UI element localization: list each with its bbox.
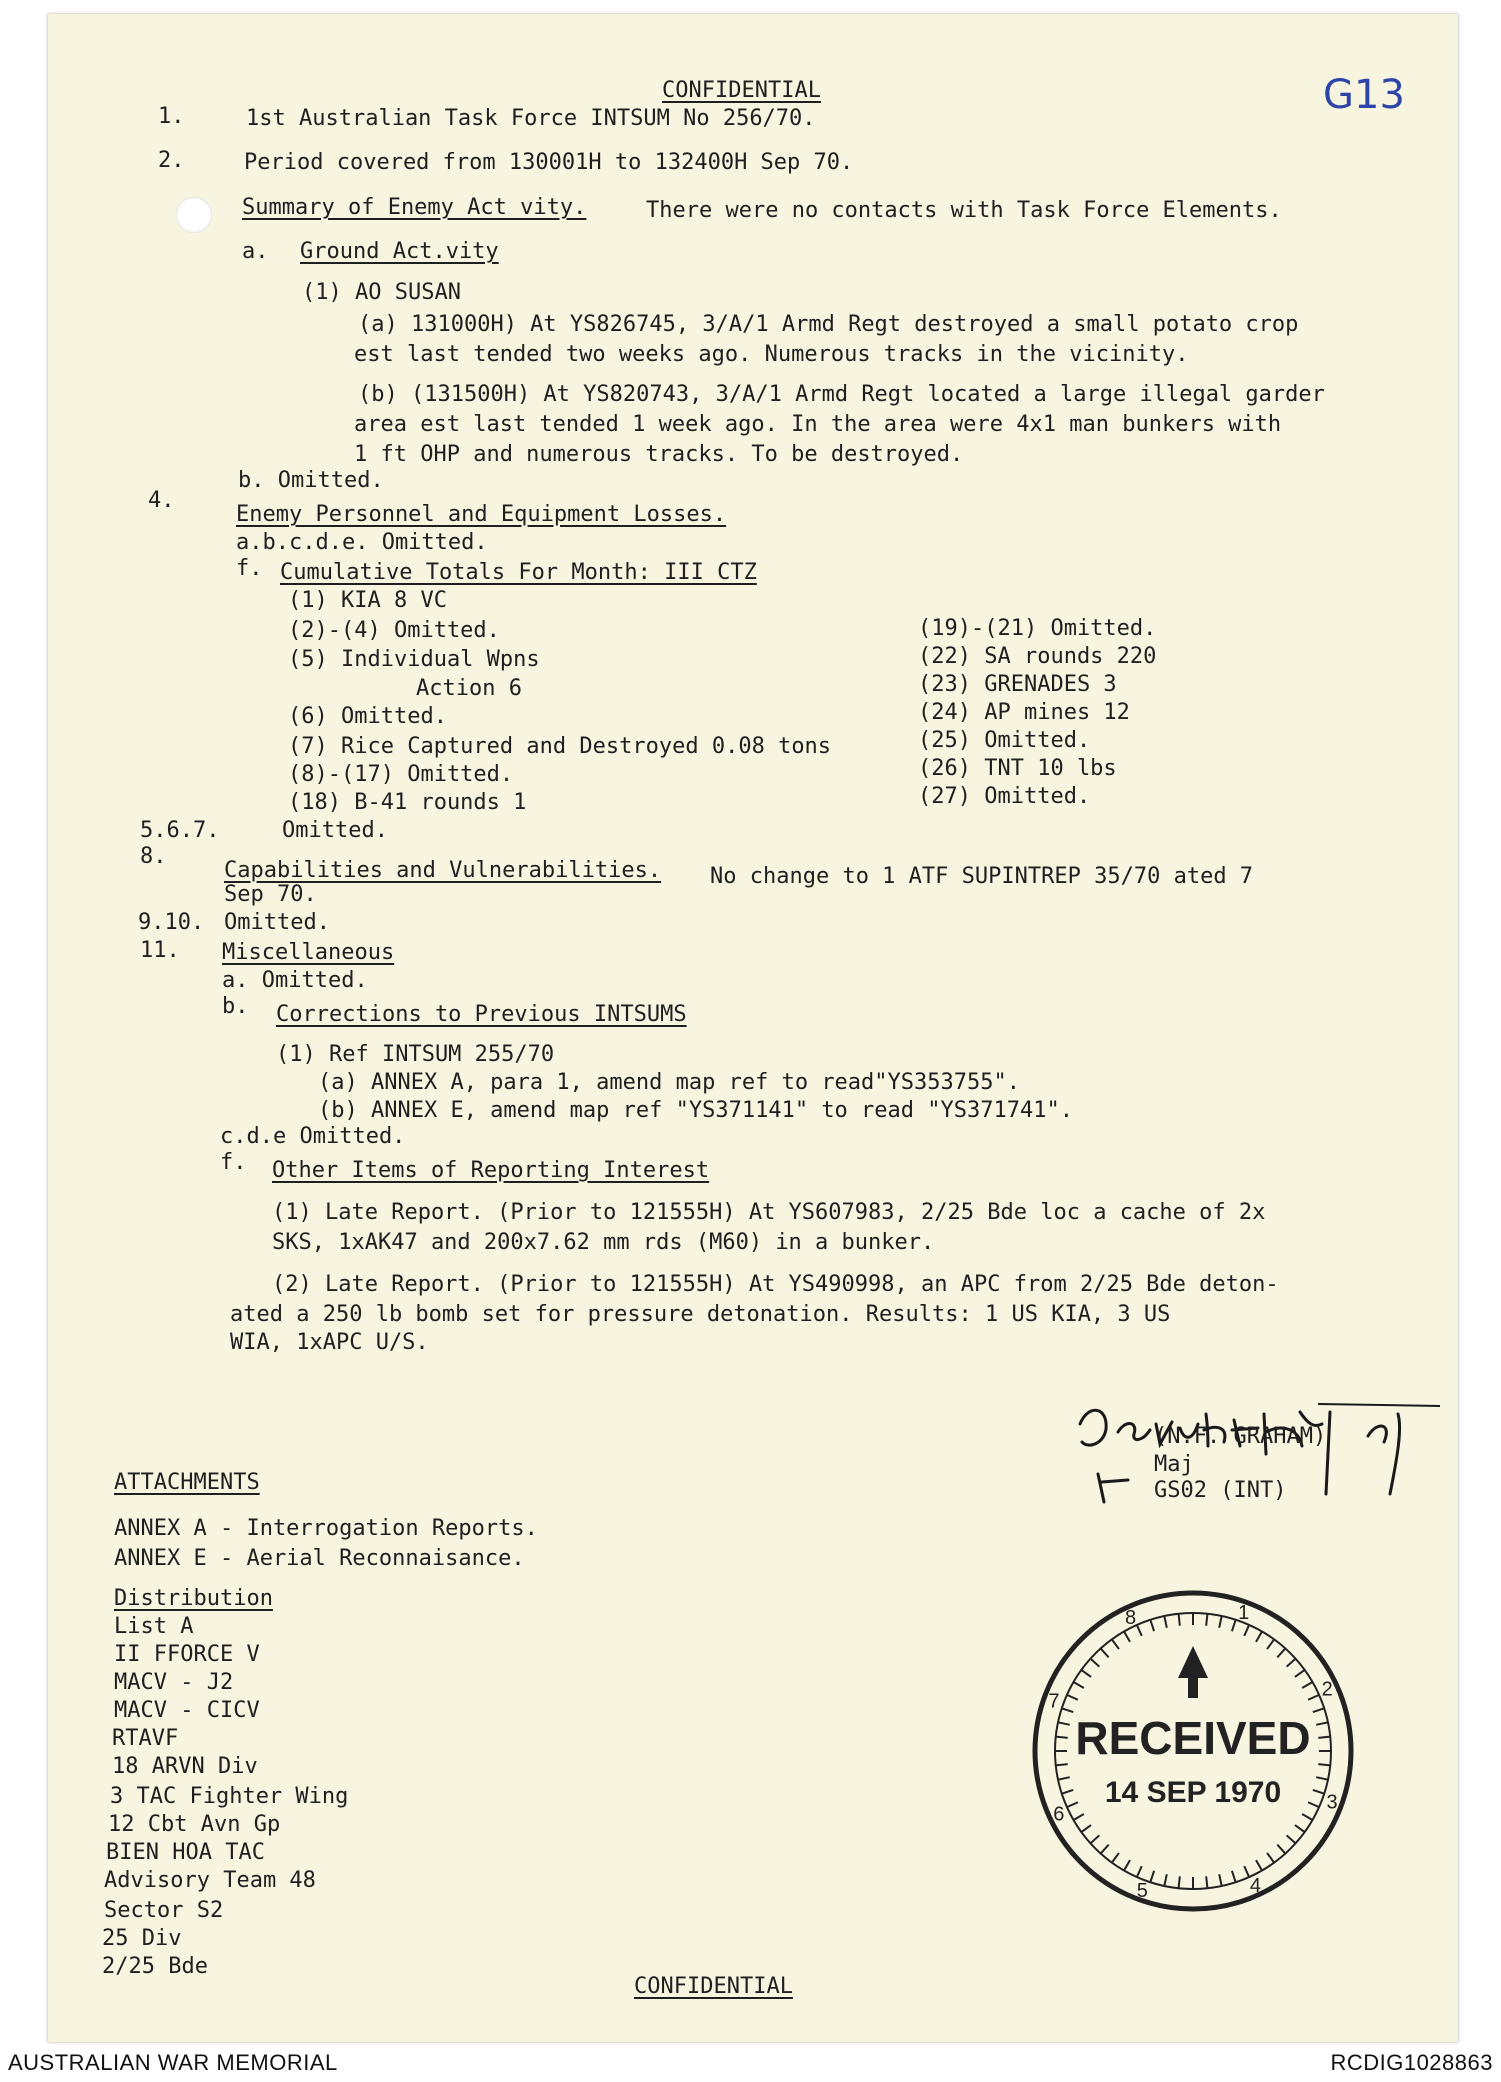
stamp-tick xyxy=(1164,1874,1166,1886)
distribution-heading: Distribution xyxy=(114,1586,273,1611)
distribution-item: BIEN HOA TAC xyxy=(106,1840,265,1865)
distribution-item: MACV - J2 xyxy=(114,1670,234,1695)
stamp-mark: 2 xyxy=(1321,1678,1333,1701)
cumulative-right-item: (23) GRENADES 3 xyxy=(918,672,1117,697)
stamp-tick xyxy=(1256,1631,1262,1641)
stamp-tick xyxy=(1206,1614,1207,1626)
para-3a1: (1) AO SUSAN xyxy=(302,280,461,305)
para-3b: b. Omitted. xyxy=(238,468,384,493)
stamp-tick xyxy=(1219,1874,1221,1886)
para-3a1a-line1: (a) 131000H) At YS826745, 3/A/1 Armd Regt destroyed a small potato crop xyxy=(358,312,1299,337)
stamp-tick xyxy=(1308,1802,1319,1807)
stamp-received-text: RECEIVED xyxy=(1075,1712,1311,1764)
signatory-name: (N.F. GRAHAM) xyxy=(1154,1424,1327,1449)
para-3a-heading: Ground Act.vity xyxy=(300,239,499,264)
cumulative-left-item: Action 6 xyxy=(416,676,522,701)
cumulative-right-item: (22) SA rounds 220 xyxy=(918,644,1157,669)
para-11b-heading: Corrections to Previous INTSUMS xyxy=(276,1002,687,1027)
para-910-text: Omitted. xyxy=(224,910,330,935)
para-567-text: Omitted. xyxy=(282,818,388,843)
stamp-tick xyxy=(1150,1620,1154,1631)
para-11-heading: Miscellaneous xyxy=(222,940,395,965)
para-1-text: 1st Australian Task Force INTSUM No 256/70. xyxy=(246,106,816,131)
stamp-tick xyxy=(1277,1845,1285,1854)
attachment-item: ANNEX E - Aerial Reconnaisance. xyxy=(114,1546,525,1571)
para-11f-label: f. xyxy=(220,1150,247,1175)
stamp-tick xyxy=(1267,1639,1274,1649)
stamp-tick xyxy=(1081,1825,1091,1832)
para-11b1a: (a) ANNEX A, para 1, amend map ref to read"YS353755". xyxy=(318,1070,1020,1095)
stamp-mark: 5 xyxy=(1136,1880,1148,1903)
cumulative-right-item: (26) TNT 10 lbs xyxy=(918,756,1117,781)
stamp-tick xyxy=(1081,1670,1091,1677)
para-3a1a-line2: est last tended two weeks ago. Numerous tracks in the vicinity. xyxy=(354,342,1189,367)
para-3a1b-line3: 1 ft OHP and numerous tracks. To be destroyed. xyxy=(354,442,964,467)
stamp-tick xyxy=(1164,1616,1166,1628)
stamp-tick xyxy=(1313,1790,1324,1794)
para-910-number: 9.10. xyxy=(138,910,205,935)
stamp-tick xyxy=(1073,1682,1083,1688)
stamp-tick xyxy=(1056,1737,1068,1738)
stamp-mark: 6 xyxy=(1053,1803,1065,1826)
stamp-tick xyxy=(1090,1835,1099,1843)
stamp-tick xyxy=(1206,1876,1207,1888)
stamp-tick xyxy=(1179,1614,1180,1626)
cumulative-right-item: (19)-(21) Omitted. xyxy=(918,616,1157,641)
stamp-tick xyxy=(1067,1802,1078,1807)
para-3a1b-line2: area est last tended 1 week ago. In the area were 4x1 man bunkers with xyxy=(354,412,1282,437)
stamp-tick xyxy=(1150,1871,1154,1882)
stamp-tick xyxy=(1101,1845,1109,1854)
stamp-mark: 7 xyxy=(1048,1690,1060,1713)
cumulative-left-item: (5) Individual Wpns xyxy=(288,647,540,672)
stamp-tick xyxy=(1302,1814,1312,1820)
para-3a-label: a. xyxy=(242,239,269,264)
archive-id: RCDIG1028863 xyxy=(1330,2050,1493,2075)
para-1-number: 1. xyxy=(158,104,185,129)
signature-text: David H xyxy=(1144,1394,1148,1395)
stamp-tick xyxy=(1287,1659,1296,1667)
cumulative-left-item: (18) B-41 rounds 1 xyxy=(288,790,527,815)
punch-hole xyxy=(176,197,212,233)
para-2-number: 2. xyxy=(158,148,185,173)
para-4-abcde: a.b.c.d.e. Omitted. xyxy=(236,530,488,555)
para-4f-label: f. xyxy=(236,556,263,581)
stamp-tick xyxy=(1295,1825,1305,1832)
handwritten-reference: G13 xyxy=(1323,72,1405,118)
para-8-heading: Capabilities and Vulnerabilities. xyxy=(224,858,662,883)
stamp-tick xyxy=(1062,1708,1073,1712)
stamp-tick xyxy=(1232,1871,1236,1882)
distribution-item: 18 ARVN Div xyxy=(112,1754,258,1779)
stamp-tick xyxy=(1313,1708,1324,1712)
stamp-mark: 8 xyxy=(1125,1606,1137,1629)
stamp-tick xyxy=(1112,1639,1119,1649)
para-4-number: 4. xyxy=(148,488,175,513)
header-classification: CONFIDENTIAL xyxy=(662,78,821,103)
stamp-mark: 4 xyxy=(1249,1875,1261,1898)
cumulative-left-item: (6) Omitted. xyxy=(288,704,447,729)
footer-classification: CONFIDENTIAL xyxy=(634,1974,793,1999)
stamp-tick xyxy=(1058,1777,1070,1779)
para-11f2-line2: ated a 250 lb bomb set for pressure detonation. Results: 1 US KIA, 3 US xyxy=(230,1302,1171,1327)
stamp-tick xyxy=(1316,1722,1328,1724)
para-11cde: c.d.e Omitted. xyxy=(220,1124,406,1149)
stamp-tick xyxy=(1244,1625,1249,1636)
cumulative-right-item: (25) Omitted. xyxy=(918,728,1091,753)
stamp-mark: 3 xyxy=(1326,1791,1338,1814)
distribution-item: II FFORCE V xyxy=(114,1642,260,1667)
para-3a1b-line1: (b) (131500H) At YS820743, 3/A/1 Armd Regt located a large illegal garder xyxy=(358,382,1325,407)
stamp-tick xyxy=(1067,1695,1078,1700)
stamp-tick xyxy=(1124,1631,1130,1641)
stamp-tick xyxy=(1267,1853,1274,1863)
para-11a: a. Omitted. xyxy=(222,968,368,993)
distribution-item: List A xyxy=(114,1614,194,1639)
stamp-tick xyxy=(1244,1866,1249,1877)
stamp-tick xyxy=(1287,1835,1296,1843)
signatory-appointment: GS02 (INT) xyxy=(1154,1478,1287,1503)
archive-credit: AUSTRALIAN WAR MEMORIAL xyxy=(8,2050,338,2075)
stamp-tick xyxy=(1124,1860,1130,1870)
stamp-tick xyxy=(1295,1670,1305,1677)
para-8-text: No change to 1 ATF SUPINTREP 35/70 ated 7 xyxy=(710,864,1254,889)
para-11f-heading: Other Items of Reporting Interest xyxy=(272,1158,710,1183)
document-page xyxy=(48,14,1458,2042)
distribution-item: Sector S2 xyxy=(104,1898,224,1923)
cumulative-right-item: (24) AP mines 12 xyxy=(918,700,1130,725)
cumulative-left-item: (7) Rice Captured and Destroyed 0.08 tons xyxy=(288,734,832,759)
stamp-tick xyxy=(1256,1860,1262,1870)
stamp-tick xyxy=(1232,1620,1236,1631)
stamp-mark: 1 xyxy=(1238,1601,1250,1624)
para-2-text: Period covered from 130001H to 132400H Sep 70. xyxy=(244,150,854,175)
stamp-tick xyxy=(1308,1695,1319,1700)
para-3-text: There were no contacts with Task Force Elements. xyxy=(646,198,1282,223)
stamp-tick xyxy=(1090,1659,1099,1667)
signatory-rank: Maj xyxy=(1154,1452,1194,1477)
distribution-item: 12 Cbt Avn Gp xyxy=(108,1812,281,1837)
stamp-tick xyxy=(1101,1648,1109,1657)
distribution-item: 25 Div xyxy=(102,1926,182,1951)
received-stamp xyxy=(1028,1586,1358,1916)
para-11b1: (1) Ref INTSUM 255/70 xyxy=(276,1042,555,1067)
para-4-heading: Enemy Personnel and Equipment Losses. xyxy=(236,502,727,527)
stamp-date: 14 SEP 1970 xyxy=(1104,1776,1282,1809)
para-3-heading: Summary of Enemy Act vity. xyxy=(242,195,587,220)
para-11b1b: (b) ANNEX E, amend map ref "YS371141" to read "YS371741". xyxy=(318,1098,1073,1123)
distribution-item: Advisory Team 48 xyxy=(104,1868,316,1893)
cumulative-left-item: (1) KIA 8 VC xyxy=(288,588,447,613)
para-11b-label: b. xyxy=(222,994,249,1019)
para-11f2-line1: (2) Late Report. (Prior to 121555H) At YS490998, an APC from 2/25 Bde deton- xyxy=(272,1272,1279,1297)
stamp-tick xyxy=(1137,1625,1142,1636)
stamp-tick xyxy=(1219,1616,1221,1628)
stamp-tick xyxy=(1302,1682,1312,1688)
cumulative-left-item: (8)-(17) Omitted. xyxy=(288,762,514,787)
para-8-number: 8. xyxy=(140,844,167,869)
para-11-number: 11. xyxy=(140,938,180,963)
stamp-tick xyxy=(1056,1764,1068,1765)
stamp-tick xyxy=(1179,1876,1180,1888)
para-8-line2: Sep 70. xyxy=(224,882,317,907)
stamp-tick xyxy=(1277,1648,1285,1657)
cumulative-left-item: (2)-(4) Omitted. xyxy=(288,618,500,643)
cumulative-right-item: (27) Omitted. xyxy=(918,784,1091,809)
distribution-item: RTAVF xyxy=(112,1726,179,1751)
stamp-tick xyxy=(1316,1777,1328,1779)
stamp-tick xyxy=(1318,1737,1330,1738)
para-11f2-line3: WIA, 1xAPC U/S. xyxy=(230,1330,429,1355)
attachments-heading: ATTACHMENTS xyxy=(114,1470,260,1495)
stamp-tick xyxy=(1318,1764,1330,1765)
stamp-tick xyxy=(1137,1866,1142,1877)
para-11f1-line2: SKS, 1xAK47 and 200x7.62 mm rds (M60) in a bunker. xyxy=(272,1230,935,1255)
attachment-item: ANNEX A - Interrogation Reports. xyxy=(114,1516,538,1541)
stamp-tick xyxy=(1073,1814,1083,1820)
stamp-tick xyxy=(1058,1722,1070,1724)
para-567-number: 5.6.7. xyxy=(140,818,220,843)
para-11f1-line1: (1) Late Report. (Prior to 121555H) At YS607983, 2/25 Bde loc a cache of 2x xyxy=(272,1200,1266,1225)
para-4f-heading: Cumulative Totals For Month: III CTZ xyxy=(280,560,757,585)
stamp-tick xyxy=(1062,1790,1073,1794)
stamp-tick xyxy=(1112,1853,1119,1863)
distribution-item: MACV - CICV xyxy=(114,1698,260,1723)
distribution-item: 2/25 Bde xyxy=(102,1954,208,1979)
distribution-item: 3 TAC Fighter Wing xyxy=(110,1784,349,1809)
